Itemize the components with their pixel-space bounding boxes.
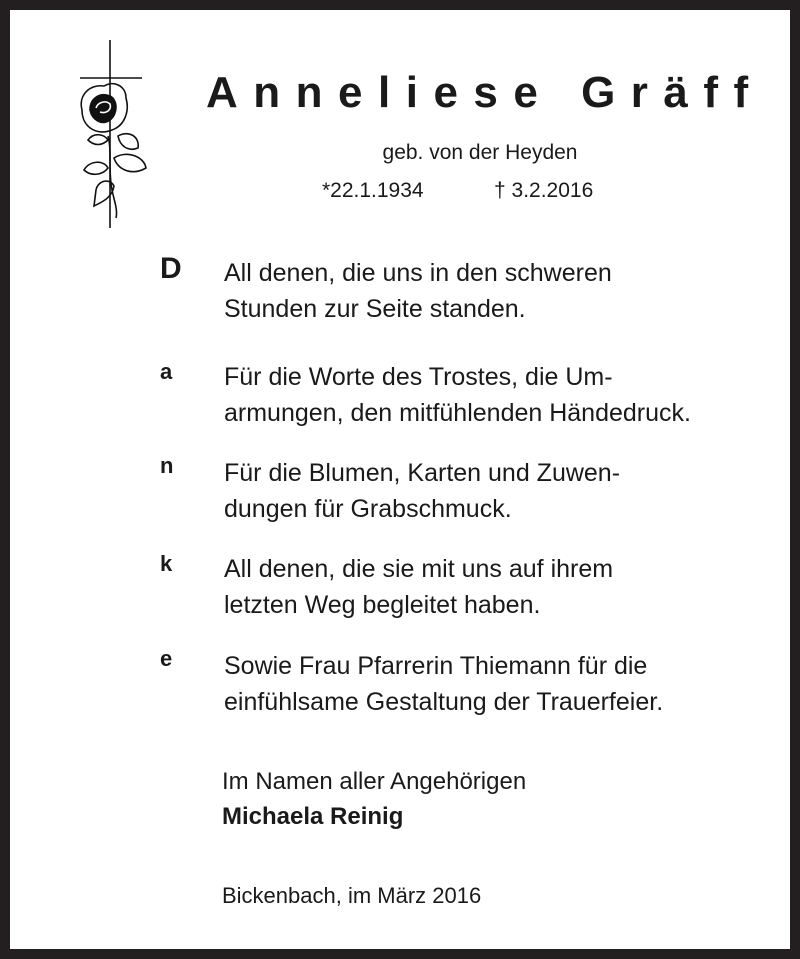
acrostic-letter: n (160, 453, 174, 478)
thanks-line: armungen, den mitfühlenden Händedruck. (224, 399, 691, 427)
birth-date: *22.1.1934 (322, 179, 424, 202)
thanks-line: einfühlsame Gestaltung der Trauerfeier. (224, 688, 664, 716)
signature-intro: Im Namen aller Angehörigen (222, 768, 527, 795)
thanks-line: dungen für Grabschmuck. (224, 495, 512, 523)
acrostic-letter: D (160, 252, 182, 285)
obituary-card (10, 10, 790, 949)
thanks-line: Stunden zur Seite standen. (224, 295, 526, 323)
birth-name: geb. von der Heyden (382, 141, 578, 164)
deceased-name: Anneliese Gräff (206, 68, 764, 117)
acrostic-letter: k (160, 551, 173, 576)
signature-name: Michaela Reinig (222, 803, 404, 830)
thanks-line: Für die Blumen, Karten und Zuwen- (224, 459, 621, 487)
acrostic-letter: a (160, 359, 173, 384)
thanks-line: All denen, die uns in den schweren (224, 259, 612, 287)
thanks-line: Für die Worte des Trostes, die Um- (224, 363, 613, 391)
thanks-line: Sowie Frau Pfarrerin Thiemann für die (224, 652, 648, 680)
rose-with-cross-icon (68, 40, 152, 230)
acrostic-letter: e (160, 646, 173, 671)
thanks-line: All denen, die sie mit uns auf ihrem (224, 555, 614, 583)
place-date: Bickenbach, im März 2016 (222, 883, 482, 908)
thanks-line: letzten Weg begleitet haben. (224, 591, 541, 619)
death-date: † 3.2.2016 (494, 179, 594, 202)
